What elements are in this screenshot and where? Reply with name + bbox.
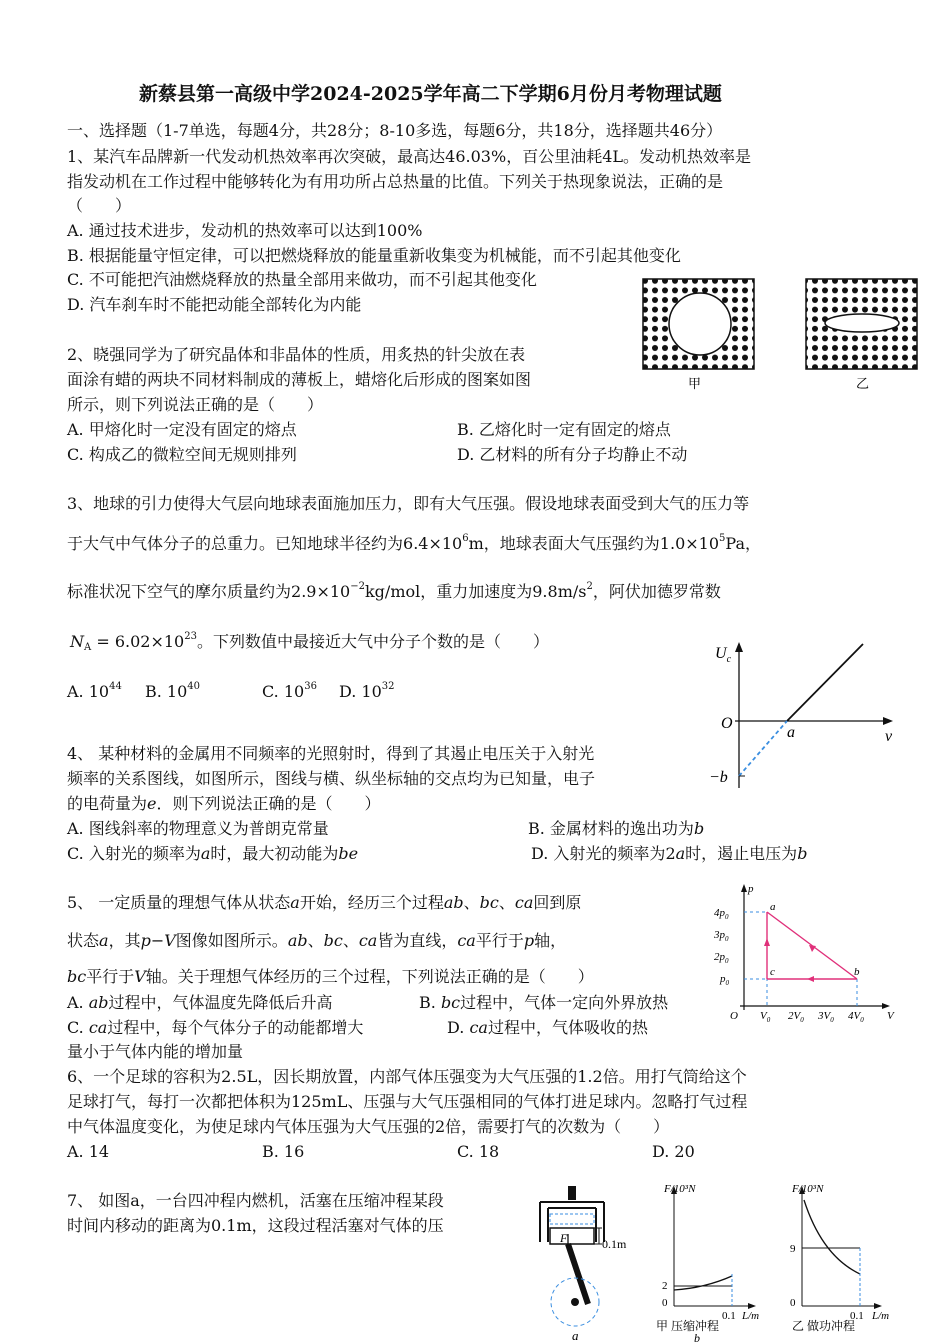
- radius-value: $6.4\times 10^6m$: [403, 533, 484, 553]
- svg-text:2p0: $2p_0$: [714, 951, 729, 965]
- q3-option-d: D. $10^{32}$: [339, 681, 395, 701]
- q2-option-d: D. 乙材料的所有分子均静止不动: [457, 445, 688, 464]
- svg-text:F/10³N: F/10³N: [792, 1183, 824, 1195]
- q3-stem-line: 于大气中气体分子的总重力。已知地球半径约为$6.4\times 10^6m$，地球表面大气压强约为$1.0\times 10^5Pa$，: [67, 533, 761, 553]
- q2-option-a: A. 甲熔化时一定没有固定的熔点: [67, 420, 297, 439]
- q2-stem-line: 面涂有蜡的两块不同材料制成的薄板上，蜡熔化后形成的图案如图: [67, 370, 532, 389]
- graph-compression: [656, 1183, 759, 1342]
- graph-line-dashed: [739, 721, 787, 776]
- q7-stem-line: 7、 如图a，一台四冲程内燃机，活塞在压缩冲程某段: [67, 1191, 444, 1210]
- q5-option-d: D. ca过程中，气体吸收的热: [447, 1018, 648, 1037]
- q6-stem-line: 足球打气，每打一次都把体积为125mL、压强与大气压强相同的气体打进足球内。忽略打气过程: [67, 1092, 748, 1111]
- q5-stem-line: 5、 一定质量的理想气体从状态a开始，经历三个过程ab、bc、ca回到原: [67, 893, 582, 912]
- q3-stem-line: 标准状况下空气的摩尔质量约为$2.9\times 10^{-2}kg$/mol，重力加速度为$9.8m/s^2$，阿伏加德罗常数: [67, 581, 721, 601]
- q5-option-c: C. ca过程中，每个气体分子的动能都增大: [67, 1018, 364, 1037]
- plate-yi: [806, 279, 917, 369]
- q6-option-a: A. 14: [67, 1142, 110, 1161]
- svg-text:L/m: L/m: [742, 1310, 760, 1322]
- q4-option-d: D. 入射光的频率为2a时，遏止电压为b: [531, 844, 808, 863]
- q2-option-b: B. 乙熔化时一定有固定的熔点: [457, 420, 671, 439]
- svg-text:0.1: 0.1: [850, 1310, 864, 1322]
- svg-text:p: p: [748, 883, 754, 895]
- q3-option-b: B. $10^{40}$: [145, 681, 201, 701]
- q5-stem-line: bc平行于V轴。关于理想气体经历的三个过程，下列说法正确的是（ ）: [67, 967, 594, 986]
- q5-stem-line: 状态a，其p−V图像如图所示。ab、bc、ca皆为直线，ca平行于p轴，: [67, 931, 567, 950]
- svg-text:3V0: $3V_0$: [818, 1010, 834, 1022]
- q4-option-c: C. 入射光的频率为a时，最大初动能为be: [67, 844, 359, 863]
- q2-wax-pattern-figure: [640, 276, 930, 396]
- q2-stem-line: 2、晓强同学为了研究晶体和非晶体的性质，用炙热的针尖放在表: [67, 345, 526, 364]
- q7-engine-figure: [530, 1184, 640, 1342]
- page-title: 新蔡县第一高级中学2024-2025学年高二下学期6月份月考物理试题: [139, 83, 722, 105]
- q6-option-b: B. 16: [262, 1142, 305, 1161]
- graph-line-solid: [787, 644, 863, 721]
- svg-text:c: c: [770, 966, 775, 978]
- svg-text:p0: $p_0$: [720, 973, 729, 987]
- svg-text:a: a: [572, 1328, 579, 1342]
- q1-answer-blank: （ ）: [67, 196, 132, 215]
- svg-text:4p0: $4p_0$: [714, 907, 729, 921]
- gravity-value: $9.8m/s^2$: [532, 581, 593, 601]
- q4-stem-line: 4、 某种材料的金属用不同频率的光照射时，得到了其遏止电压关于入射光: [67, 744, 595, 763]
- svg-text:V: V: [887, 1010, 894, 1022]
- svg-text:2: 2: [662, 1280, 668, 1292]
- svg-text:−b: −b: [709, 769, 728, 786]
- q1-option-a: A. 通过技术进步，发动机的热效率可以达到100%: [67, 221, 423, 240]
- svg-text:b: b: [694, 1331, 700, 1342]
- svg-text:O: O: [730, 1010, 738, 1022]
- svg-text:a: a: [787, 724, 795, 741]
- svg-text:0: 0: [790, 1297, 796, 1309]
- svg-text:Uc: $U_c$: [715, 645, 732, 665]
- svg-text:F/10³N: F/10³N: [664, 1183, 696, 1195]
- svg-text:甲 压缩冲程: 甲 压缩冲程: [656, 1319, 720, 1333]
- svg-text:F: F: [560, 1231, 568, 1245]
- svg-text:2V0: $2V_0$: [788, 1010, 804, 1022]
- q1-stem-line: 指发动机在工作过程中能够转化为有用功所占总热量的比值。下列关于热现象说法，正确的是: [67, 172, 724, 191]
- svg-text:4V0: $4V_0$: [848, 1010, 864, 1022]
- label-yi: 乙: [856, 376, 870, 391]
- q4-uc-nu-graph: [705, 638, 905, 796]
- q4-option-b: B. 金属材料的逸出功为b: [528, 819, 705, 838]
- q4-stem-line: 的电荷量为e．则下列说法正确的是（ ）: [67, 794, 381, 813]
- q6-stem-line: 中气体温度变化，为使足球内气体压强为大气压强的2倍，需要打气的次数为（ ）: [67, 1117, 670, 1136]
- section-heading: 一、选择题（1-7单选，每题4分，共28分；8-10多选，每题6分，共18分，选择题共46分）: [67, 121, 723, 140]
- graph-power: [790, 1183, 889, 1333]
- q3-stem-line: $N_A = 6.02\times 10^{23}$。下列数值中最接近大气中分子个数的是（ ）: [70, 631, 549, 653]
- svg-text:乙 做功冲程: 乙 做功冲程: [792, 1319, 856, 1333]
- q5-option-d-cont: 量小于气体内能的增加量: [67, 1042, 244, 1061]
- label-jia: 甲: [688, 376, 702, 391]
- svg-text:L/m: L/m: [872, 1310, 890, 1322]
- svg-text:9: 9: [790, 1243, 796, 1255]
- svg-text:0: 0: [662, 1297, 668, 1309]
- svg-text:3p0: $3p_0$: [714, 929, 729, 943]
- q7-stem-line: 时间内移动的距离为0.1m，这段过程活塞对气体的压: [67, 1216, 444, 1235]
- q3-option-a: A. $10^{44}$: [67, 681, 122, 701]
- svg-text:ν: ν: [885, 728, 893, 745]
- molar-mass-value: $2.9\times 10^{-2}kg$/mol: [291, 581, 421, 601]
- svg-text:0.1: 0.1: [722, 1310, 736, 1322]
- svg-text:b: b: [854, 966, 860, 978]
- plate-jia: [643, 279, 754, 369]
- q5-option-a: A. ab过程中，气体温度先降低后升高: [67, 993, 333, 1012]
- avogadro-value: $N_A = 6.02\times 10^{23}$: [70, 631, 197, 653]
- q1-option-b: B. 根据能量守恒定律，可以把燃烧释放的能量重新收集变为机械能，而不引起其他变化: [67, 246, 681, 265]
- q4-stem-line: 频率的关系图线，如图所示，图线与横、纵坐标轴的交点均为已知量，电子: [67, 769, 596, 788]
- q3-option-c: C. $10^{36}$: [262, 681, 317, 701]
- svg-text:V0: $V_0$: [760, 1010, 771, 1022]
- q7-force-graphs: [650, 1178, 920, 1342]
- q3-stem-line: 3、地球的引力使得大气层向地球表面施加压力，即有大气压强。假设地球表面受到大气的压力等: [67, 494, 750, 513]
- svg-text:a: a: [770, 901, 776, 913]
- q4-option-a: A. 图线斜率的物理意义为普朗克常量: [67, 819, 329, 838]
- q6-stem-line: 6、一个足球的容积为2.5L，因长期放置，内部气体压强变为大气压强的1.2倍。用打气筒给这个: [67, 1067, 747, 1086]
- svg-text:O: O: [721, 715, 733, 732]
- q2-stem-line: 所示，则下列说法正确的是（ ）: [67, 395, 324, 414]
- pressure-value: $1.0\times 10^5Pa$: [659, 533, 745, 553]
- q1-option-d: D. 汽车刹车时不能把动能全部转化为内能: [67, 295, 362, 314]
- q1-option-c: C. 不可能把汽油燃烧释放的热量全部用来做功，而不引起其他变化: [67, 270, 537, 289]
- q1-stem-line: 1、某汽车品牌新一代发动机热效率再次突破，最高达46.03%，百公里油耗4L。发动机热效率是: [67, 147, 751, 166]
- q5-option-b: B. bc过程中，气体一定向外界放热: [419, 993, 669, 1012]
- q5-pv-diagram: [712, 880, 902, 1022]
- q2-option-c: C. 构成乙的微粒空间无规则排列: [67, 445, 297, 464]
- q6-option-d: D. 20: [652, 1142, 695, 1161]
- svg-text:0.1m: 0.1m: [602, 1237, 627, 1251]
- q6-option-c: C. 18: [457, 1142, 500, 1161]
